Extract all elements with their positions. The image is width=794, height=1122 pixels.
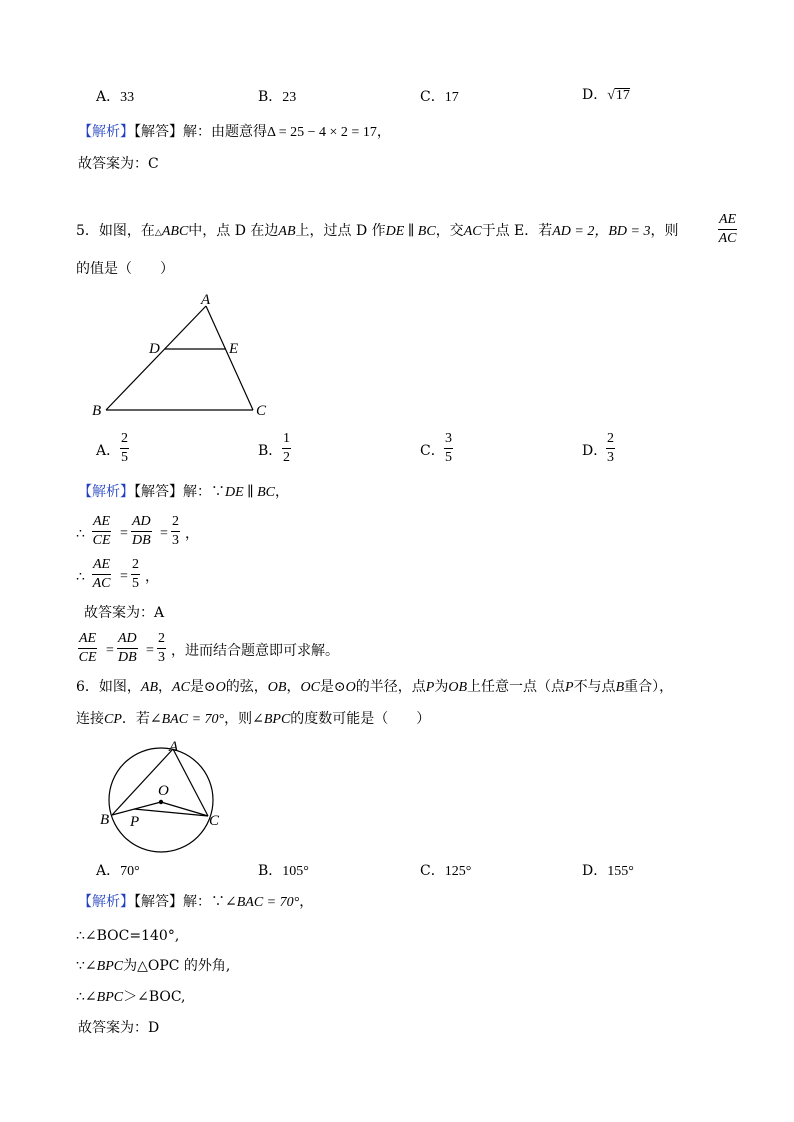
fraction-2-5: $\frac{2}{5}$ [132, 557, 139, 591]
q5-stem-line2: 的值是（ ） [76, 261, 174, 277]
q4-option-d[interactable]: D．√17 [582, 87, 630, 103]
q5-stem-fraction: $\frac{AE}{AC}$ [718, 212, 737, 246]
q6-circle-figure [96, 736, 236, 854]
q4-solution-line: 【解析】【解答】解：由题意得Δ = 25 − 4 × 2 = 17， [78, 124, 391, 140]
q6-stem-line1: 6．如图，AB，AC是⊙O的弦，OB，OC是⊙O的半径，点P为OB上任意一点（点P不与点B重合）， [76, 679, 674, 695]
center-point [159, 800, 163, 804]
q5-option-b[interactable]: B． [258, 443, 283, 459]
label-o: O [158, 783, 169, 799]
hint-fraction-ae-ce: $\frac{AE}{CE}$ [78, 631, 97, 665]
label-b: B [100, 812, 110, 828]
q5-option-c-fraction: $\frac{3}{5}$ [445, 431, 452, 465]
label-c: C [256, 403, 267, 419]
side-ac [206, 306, 253, 410]
q5-triangle-figure [88, 288, 288, 423]
q4-option-c[interactable]: C．17 [420, 89, 459, 105]
q6-step1: ∴∠BOC=140°, [76, 928, 180, 944]
q5-option-b-fraction: $\frac{1}{2}$ [283, 431, 290, 465]
label-e: E [229, 341, 239, 357]
fraction-2-3: $\frac{2}{3}$ [172, 514, 179, 548]
fraction-ad-db: $\frac{AD}{DB}$ [132, 514, 151, 548]
q6-option-b[interactable]: B．105° [258, 863, 309, 879]
fraction-ae-ac: $\frac{AE}{AC}$ [92, 557, 111, 591]
q6-option-d[interactable]: D．155° [582, 863, 634, 879]
q6-option-c[interactable]: C．125° [420, 863, 472, 879]
chord-ac [173, 749, 208, 816]
label-a: A [169, 739, 179, 755]
label-c: C [209, 813, 220, 829]
q5-option-c[interactable]: C． [420, 443, 445, 459]
q5-option-d-fraction: $\frac{2}{3}$ [607, 431, 614, 465]
q5-final-answer: 故答案为：A [84, 605, 165, 621]
q5-option-a-fraction: $\frac{2}{5}$ [121, 431, 128, 465]
q6-step2: ∵∠BPC为△OPC 的外角, [76, 958, 231, 974]
q4-final-answer: 故答案为：C [78, 156, 159, 172]
q4-option-a[interactable]: A．33 [96, 89, 135, 105]
side-ab [106, 306, 206, 410]
q5-solution-line: 【解析】【解答】解：∵DE ∥ BC， [78, 484, 290, 500]
q6-step3: ∴∠BPC＞∠BOC, [76, 989, 186, 1005]
q6-solution-line: 【解析】【解答】解：∵∠BAC = 70°， [78, 894, 314, 910]
q5-option-a[interactable]: A． [96, 443, 121, 459]
label-d: D [149, 341, 160, 357]
q5-option-d[interactable]: D． [582, 443, 608, 459]
fraction-ae-ce: $\frac{AE}{CE}$ [92, 514, 111, 548]
hint-fraction-2-3: $\frac{2}{3}$ [158, 631, 165, 665]
chord-ab [112, 749, 173, 815]
q6-option-a[interactable]: A．70° [96, 863, 140, 879]
label-b: B [92, 403, 102, 419]
label-p: P [130, 814, 140, 830]
q6-stem-line2: 连接CP．若∠BAC = 70°，则∠BPC的度数可能是（ ） [76, 711, 431, 727]
q5-stem-line1: 5．如图，在△ABC中，点 D 在边AB上，过点 D 作DE ∥ BC，交AC于点 E．若AD = 2，BD = 3，则 [76, 223, 679, 239]
hint-fraction-ad-db: $\frac{AD}{DB}$ [118, 631, 137, 665]
q6-final-answer: 故答案为：D [78, 1020, 160, 1036]
label-a: A [201, 292, 211, 308]
q4-option-b[interactable]: B．23 [258, 89, 297, 105]
sqrt-symbol: √ [607, 88, 615, 103]
